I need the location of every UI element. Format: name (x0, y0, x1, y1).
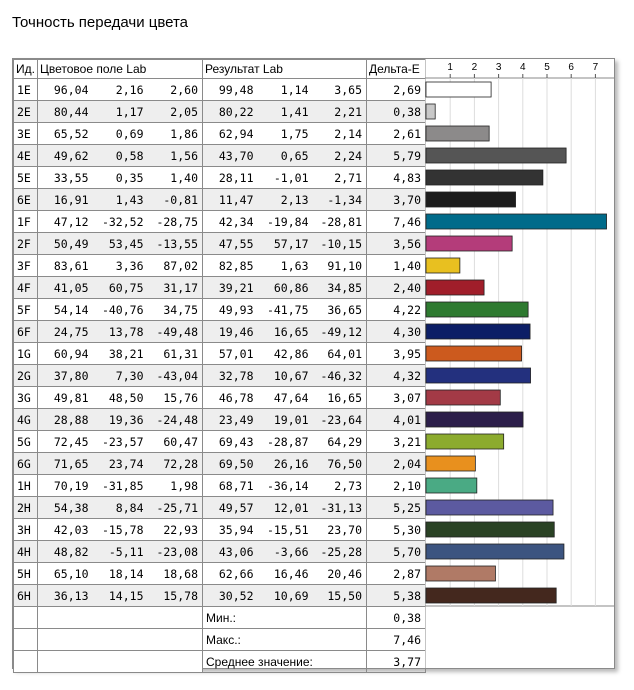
result-a: 16,46 (258, 563, 313, 585)
summary-blank (14, 607, 38, 629)
field-l: 60,94 (38, 343, 93, 365)
bar-3E (426, 126, 489, 141)
field-l: 16,91 (38, 189, 93, 211)
result-l: 43,06 (203, 541, 258, 563)
patch-id: 4E (14, 145, 38, 167)
result-b: 16,65 (313, 387, 367, 409)
field-l: 96,04 (38, 79, 93, 101)
result-a: -36,14 (258, 475, 313, 497)
summary-value: 7,46 (367, 629, 426, 651)
table-row (14, 167, 426, 189)
patch-id: 2G (14, 365, 38, 387)
bar-1F (426, 214, 607, 229)
patch-id: 1H (14, 475, 38, 497)
field-a: 1,17 (93, 101, 148, 123)
field-l: 71,65 (38, 453, 93, 475)
patch-id: 3E (14, 123, 38, 145)
patch-id: 1F (14, 211, 38, 233)
result-a: 0,65 (258, 145, 313, 167)
summary-value: 0,38 (367, 607, 426, 629)
summary-row (14, 629, 426, 651)
field-b: 2,05 (148, 101, 203, 123)
delta-e-value: 3,56 (367, 233, 426, 255)
bar-2H (426, 500, 553, 515)
result-l: 99,48 (203, 79, 258, 101)
tick-label: 7 (592, 62, 599, 73)
field-b: 1,86 (148, 123, 203, 145)
field-l: 80,44 (38, 101, 93, 123)
summary-blank (14, 629, 38, 651)
result-l: 80,22 (203, 101, 258, 123)
bar-6H (426, 588, 556, 603)
field-b: -23,08 (148, 541, 203, 563)
result-b: 76,50 (313, 453, 367, 475)
field-b: 87,02 (148, 255, 203, 277)
patch-id: 3G (14, 387, 38, 409)
table-row (14, 519, 426, 541)
patch-id: 4G (14, 409, 38, 431)
delta-e-value: 2,61 (367, 123, 426, 145)
field-l: 72,45 (38, 431, 93, 453)
result-l: 62,94 (203, 123, 258, 145)
patch-id: 6E (14, 189, 38, 211)
result-l: 46,78 (203, 387, 258, 409)
table-row (14, 145, 426, 167)
result-b: 2,24 (313, 145, 367, 167)
result-a: 47,64 (258, 387, 313, 409)
delta-e-value: 3,95 (367, 343, 426, 365)
result-a: -15,51 (258, 519, 313, 541)
field-b: -25,71 (148, 497, 203, 519)
result-b: -23,64 (313, 409, 367, 431)
field-b: 60,47 (148, 431, 203, 453)
result-a: 57,17 (258, 233, 313, 255)
field-l: 50,49 (38, 233, 93, 255)
header-result: Результат Lab (203, 60, 367, 79)
field-b: 15,76 (148, 387, 203, 409)
table-row (14, 189, 426, 211)
result-l: 43,70 (203, 145, 258, 167)
patch-id: 5H (14, 563, 38, 585)
result-l: 69,50 (203, 453, 258, 475)
patch-id: 4F (14, 277, 38, 299)
table-row (14, 431, 426, 453)
field-a: 13,78 (93, 321, 148, 343)
field-b: 72,28 (148, 453, 203, 475)
delta-e-value: 5,79 (367, 145, 426, 167)
field-a: 18,14 (93, 563, 148, 585)
field-a: 48,50 (93, 387, 148, 409)
table-header-row (14, 60, 426, 79)
field-l: 47,12 (38, 211, 93, 233)
header-field: Цветовое поле Lab (38, 60, 203, 79)
result-a: 10,67 (258, 365, 313, 387)
field-a: 23,74 (93, 453, 148, 475)
patch-id: 6H (14, 585, 38, 607)
patch-id: 4H (14, 541, 38, 563)
field-l: 54,14 (38, 299, 93, 321)
field-a: -32,52 (93, 211, 148, 233)
delta-e-value: 2,69 (367, 79, 426, 101)
field-b: 1,98 (148, 475, 203, 497)
delta-e-value: 4,32 (367, 365, 426, 387)
delta-e-value: 2,40 (367, 277, 426, 299)
result-b: 2,14 (313, 123, 367, 145)
patch-id: 1G (14, 343, 38, 365)
result-a: -1,01 (258, 167, 313, 189)
tick-label: 2 (471, 62, 478, 73)
patch-id: 3F (14, 255, 38, 277)
result-b: 34,85 (313, 277, 367, 299)
table-row (14, 497, 426, 519)
summary-row (14, 651, 426, 673)
summary-value: 3,77 (367, 651, 426, 673)
delta-e-value: 4,30 (367, 321, 426, 343)
field-a: 3,36 (93, 255, 148, 277)
table-row (14, 321, 426, 343)
result-l: 62,66 (203, 563, 258, 585)
field-a: 0,35 (93, 167, 148, 189)
delta-e-value: 2,87 (367, 563, 426, 585)
patch-id: 6G (14, 453, 38, 475)
bar-6F (426, 324, 530, 339)
field-a: -15,78 (93, 519, 148, 541)
summary-blank (38, 651, 203, 673)
result-b: 2,71 (313, 167, 367, 189)
field-a: 8,84 (93, 497, 148, 519)
field-l: 41,05 (38, 277, 93, 299)
field-a: 0,69 (93, 123, 148, 145)
field-l: 37,80 (38, 365, 93, 387)
field-b: -43,04 (148, 365, 203, 387)
bar-2G (426, 368, 531, 383)
delta-e-value: 5,70 (367, 541, 426, 563)
field-l: 49,81 (38, 387, 93, 409)
result-l: 35,94 (203, 519, 258, 541)
result-b: -25,28 (313, 541, 367, 563)
tick-label: 3 (495, 62, 502, 73)
field-b: 31,17 (148, 277, 203, 299)
result-l: 68,71 (203, 475, 258, 497)
result-b: 15,50 (313, 585, 367, 607)
result-l: 49,93 (203, 299, 258, 321)
header-id: Ид. (14, 60, 38, 79)
table-row (14, 585, 426, 607)
table-row (14, 365, 426, 387)
result-b: -46,32 (313, 365, 367, 387)
result-b: 20,46 (313, 563, 367, 585)
bar-3H (426, 522, 554, 537)
patch-id: 5E (14, 167, 38, 189)
delta-e-value: 7,46 (367, 211, 426, 233)
field-l: 54,38 (38, 497, 93, 519)
field-l: 33,55 (38, 167, 93, 189)
bar-1E (426, 82, 491, 97)
bar-5F (426, 302, 528, 317)
delta-e-value: 3,70 (367, 189, 426, 211)
summary-row (14, 607, 426, 629)
table-row (14, 79, 426, 101)
result-b: 2,21 (313, 101, 367, 123)
field-a: 53,45 (93, 233, 148, 255)
result-l: 42,34 (203, 211, 258, 233)
result-a: 42,86 (258, 343, 313, 365)
result-b: 3,65 (313, 79, 367, 101)
result-l: 32,78 (203, 365, 258, 387)
delta-e-value: 3,21 (367, 431, 426, 453)
result-b: 2,73 (313, 475, 367, 497)
result-l: 47,55 (203, 233, 258, 255)
result-a: 1,14 (258, 79, 313, 101)
patch-id: 2E (14, 101, 38, 123)
result-a: -28,87 (258, 431, 313, 453)
result-b: -28,81 (313, 211, 367, 233)
table-row (14, 541, 426, 563)
patch-id: 3H (14, 519, 38, 541)
field-a: 0,58 (93, 145, 148, 167)
summary-label: Среднее значение: (203, 651, 367, 673)
field-a: -5,11 (93, 541, 148, 563)
result-l: 57,01 (203, 343, 258, 365)
field-b: -28,75 (148, 211, 203, 233)
bar-3G (426, 390, 500, 405)
field-l: 49,62 (38, 145, 93, 167)
delta-e-value: 0,38 (367, 101, 426, 123)
table-row (14, 255, 426, 277)
field-a: -23,57 (93, 431, 148, 453)
field-a: 19,36 (93, 409, 148, 431)
result-b: 23,70 (313, 519, 367, 541)
bar-1H (426, 478, 477, 493)
result-l: 28,11 (203, 167, 258, 189)
result-b: 91,10 (313, 255, 367, 277)
bar-5G (426, 434, 504, 449)
field-b: 15,78 (148, 585, 203, 607)
chart-title: Точность передачи цвета (12, 14, 189, 31)
summary-blank (14, 651, 38, 673)
result-a: 60,86 (258, 277, 313, 299)
field-b: -24,48 (148, 409, 203, 431)
result-l: 39,21 (203, 277, 258, 299)
field-a: 7,30 (93, 365, 148, 387)
result-b: 36,65 (313, 299, 367, 321)
result-b: 64,29 (313, 431, 367, 453)
field-a: 2,16 (93, 79, 148, 101)
field-a: 60,75 (93, 277, 148, 299)
result-a: 16,65 (258, 321, 313, 343)
result-l: 19,46 (203, 321, 258, 343)
table-row (14, 409, 426, 431)
field-l: 24,75 (38, 321, 93, 343)
table-row (14, 101, 426, 123)
tick-label: 5 (544, 62, 550, 73)
field-l: 42,03 (38, 519, 93, 541)
result-l: 11,47 (203, 189, 258, 211)
patch-id: 1E (14, 79, 38, 101)
result-l: 69,43 (203, 431, 258, 453)
bar-chart (425, 59, 614, 668)
result-a: 19,01 (258, 409, 313, 431)
bar-4H (426, 544, 564, 559)
field-l: 83,61 (38, 255, 93, 277)
result-a: 26,16 (258, 453, 313, 475)
header-delta: Дельта-E (367, 60, 426, 79)
table-row (14, 211, 426, 233)
field-b: 2,60 (148, 79, 203, 101)
delta-e-value: 5,25 (367, 497, 426, 519)
table-row (14, 343, 426, 365)
field-b: 1,56 (148, 145, 203, 167)
chart-frame (12, 58, 615, 669)
field-b: 34,75 (148, 299, 203, 321)
delta-e-value: 2,10 (367, 475, 426, 497)
table-row (14, 453, 426, 475)
field-b: 1,40 (148, 167, 203, 189)
bar-2F (426, 236, 512, 251)
result-a: -3,66 (258, 541, 313, 563)
tick-label: 6 (568, 62, 574, 73)
delta-e-value: 3,07 (367, 387, 426, 409)
field-l: 65,52 (38, 123, 93, 145)
field-b: 61,31 (148, 343, 203, 365)
field-b: 18,68 (148, 563, 203, 585)
field-b: -13,55 (148, 233, 203, 255)
result-a: 10,69 (258, 585, 313, 607)
field-b: -0,81 (148, 189, 203, 211)
field-a: 1,43 (93, 189, 148, 211)
bar-2E (426, 104, 435, 119)
bar-1G (426, 346, 522, 361)
patch-id: 2H (14, 497, 38, 519)
bar-4E (426, 148, 566, 163)
result-a: -41,75 (258, 299, 313, 321)
field-l: 48,82 (38, 541, 93, 563)
result-b: -10,15 (313, 233, 367, 255)
field-a: 14,15 (93, 585, 148, 607)
result-a: 1,41 (258, 101, 313, 123)
result-b: 64,01 (313, 343, 367, 365)
result-b: -31,13 (313, 497, 367, 519)
summary-label: Макс.: (203, 629, 367, 651)
result-l: 82,85 (203, 255, 258, 277)
delta-e-value: 2,04 (367, 453, 426, 475)
result-a: 1,63 (258, 255, 313, 277)
result-a: 2,13 (258, 189, 313, 211)
summary-blank (38, 629, 203, 651)
table-row (14, 387, 426, 409)
bar-5E (426, 170, 543, 185)
summary-label: Мин.: (203, 607, 367, 629)
table-row (14, 299, 426, 321)
delta-e-value: 1,40 (367, 255, 426, 277)
result-b: -1,34 (313, 189, 367, 211)
field-l: 28,88 (38, 409, 93, 431)
result-a: 12,01 (258, 497, 313, 519)
field-l: 70,19 (38, 475, 93, 497)
result-l: 49,57 (203, 497, 258, 519)
field-a: -31,85 (93, 475, 148, 497)
bar-6G (426, 456, 475, 471)
result-l: 23,49 (203, 409, 258, 431)
result-b: -49,12 (313, 321, 367, 343)
result-l: 30,52 (203, 585, 258, 607)
table-row (14, 475, 426, 497)
bar-4F (426, 280, 484, 295)
tick-label: 4 (520, 62, 526, 73)
table-row (14, 123, 426, 145)
tick-label: 1 (447, 62, 453, 73)
bar-5H (426, 566, 495, 581)
result-a: -19,84 (258, 211, 313, 233)
patch-id: 2F (14, 233, 38, 255)
table-row (14, 277, 426, 299)
delta-e-value: 4,01 (367, 409, 426, 431)
field-a: 38,21 (93, 343, 148, 365)
delta-e-value: 4,83 (367, 167, 426, 189)
field-l: 36,13 (38, 585, 93, 607)
table-row (14, 563, 426, 585)
field-a: -40,76 (93, 299, 148, 321)
patch-id: 5G (14, 431, 38, 453)
field-l: 65,10 (38, 563, 93, 585)
bar-3F (426, 258, 460, 273)
data-table (13, 59, 426, 673)
bar-6E (426, 192, 516, 207)
bar-4G (426, 412, 523, 427)
delta-e-value: 5,38 (367, 585, 426, 607)
table-row (14, 233, 426, 255)
delta-e-value: 4,22 (367, 299, 426, 321)
patch-id: 6F (14, 321, 38, 343)
summary-blank (38, 607, 203, 629)
patch-id: 5F (14, 299, 38, 321)
delta-e-value: 5,30 (367, 519, 426, 541)
field-b: 22,93 (148, 519, 203, 541)
field-b: -49,48 (148, 321, 203, 343)
result-a: 1,75 (258, 123, 313, 145)
